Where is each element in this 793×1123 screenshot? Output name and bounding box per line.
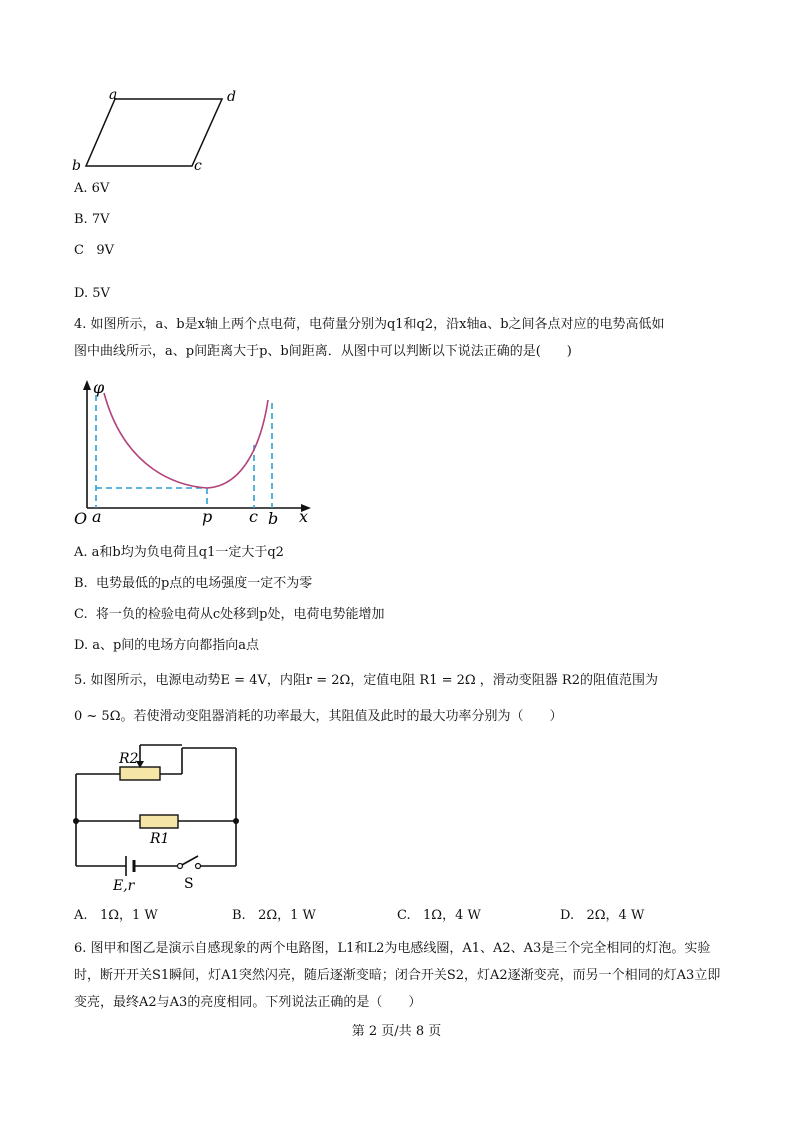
question-number: 4. bbox=[74, 317, 87, 332]
tick-label-p: p bbox=[202, 507, 213, 526]
option-letter: D. bbox=[74, 638, 89, 653]
page-footer: 第 2 页/共 8 页 bbox=[351, 1024, 442, 1039]
q4-stem-line2: 图中曲线所示，a、p间距离大于p、b间距离．从图中可以判断以下说法正确的是( ) bbox=[74, 344, 572, 359]
vertex-label-b: b bbox=[72, 158, 81, 174]
option-text: 6V bbox=[91, 181, 110, 196]
option-letter: D. bbox=[560, 908, 575, 923]
option-text: 7V bbox=[91, 212, 110, 227]
y-axis-label: φ bbox=[93, 378, 105, 397]
option-text: 2Ω，1 W bbox=[258, 908, 316, 923]
option-letter: A. bbox=[74, 908, 88, 923]
x-axis-label: x bbox=[299, 507, 309, 526]
option-text: a和b均为负电荷且q1一定大于q2 bbox=[91, 545, 284, 560]
vertex-label-a: a bbox=[109, 87, 118, 103]
switch-label: S bbox=[184, 876, 194, 892]
option-letter: C. bbox=[397, 908, 411, 923]
option-letter: C bbox=[74, 243, 84, 258]
option-letter: B. bbox=[74, 212, 88, 227]
question-number: 6. bbox=[74, 941, 87, 956]
vertex-label-d: d bbox=[227, 89, 236, 105]
r2-label: R2 bbox=[119, 751, 139, 767]
option-letter: B. bbox=[232, 908, 246, 923]
q4-stem-line1: 如图所示，a、b是x轴上两个点电荷，电荷量分别为q1和q2，沿x轴a、b之间各点对应的电势高低如 bbox=[90, 317, 665, 332]
question-number: 5. bbox=[74, 673, 87, 688]
tick-label-a: a bbox=[92, 507, 102, 526]
source-label: E,r bbox=[113, 878, 135, 894]
option-text: 2Ω，4 W bbox=[586, 908, 645, 923]
tick-label-c: c bbox=[249, 507, 258, 526]
q5-option-c bbox=[397, 908, 481, 924]
q6-text: 图甲和图乙是演示自感现象的两个电路图，L1和L2为电感线圈，A1、A2、A3是三个完全相同的灯泡。实验时，断开开关S1瞬间，灯A1突然闪亮，随后逐渐变暗；闭合开关S2，灯A2逐渐变亮，而另一个相同的灯A3立即变亮，最终A2与A3的亮度相同。下列说法正确的是（ ） bbox=[74, 941, 721, 1010]
option-letter: A. bbox=[74, 181, 88, 196]
option-text: a、p间的电场方向都指向a点 bbox=[92, 638, 260, 653]
tick-label-b: b bbox=[268, 509, 279, 528]
q5-stem-line1-text: 如图所示，电源电动势E = 4V，内阻r = 2Ω，定值电阻 R1 = 2Ω ，滑动变阻器 R2的阻值范围为 bbox=[90, 673, 658, 688]
option-letter: B. bbox=[74, 576, 88, 591]
option-text: 1Ω，1 W bbox=[99, 908, 158, 923]
q5-option-b bbox=[232, 908, 316, 924]
option-text: 1Ω，4 W bbox=[423, 908, 481, 923]
option-text: 电势最低的p点的电场强度一定不为零 bbox=[95, 576, 313, 591]
option-letter: A. bbox=[74, 545, 88, 560]
q6-stem bbox=[74, 935, 722, 1016]
q5-option-a bbox=[74, 908, 158, 924]
option-letter: C. bbox=[74, 607, 88, 622]
option-letter: D. bbox=[74, 286, 89, 301]
q5-option-d bbox=[560, 908, 644, 924]
vertex-label-c: c bbox=[194, 158, 202, 174]
q5-stem-line2-text: 0 ~ 5Ω。若使滑动变阻器消耗的功率最大，其阻值及此时的最大功率分别为（ ） bbox=[74, 709, 563, 724]
option-text: 9V bbox=[96, 243, 115, 258]
r1-label: R1 bbox=[150, 831, 170, 847]
option-text: 5V bbox=[92, 286, 110, 301]
option-text: 将一负的检验电荷从c处移到p处，电荷电势能增加 bbox=[95, 607, 385, 622]
origin-label: O bbox=[74, 509, 88, 528]
